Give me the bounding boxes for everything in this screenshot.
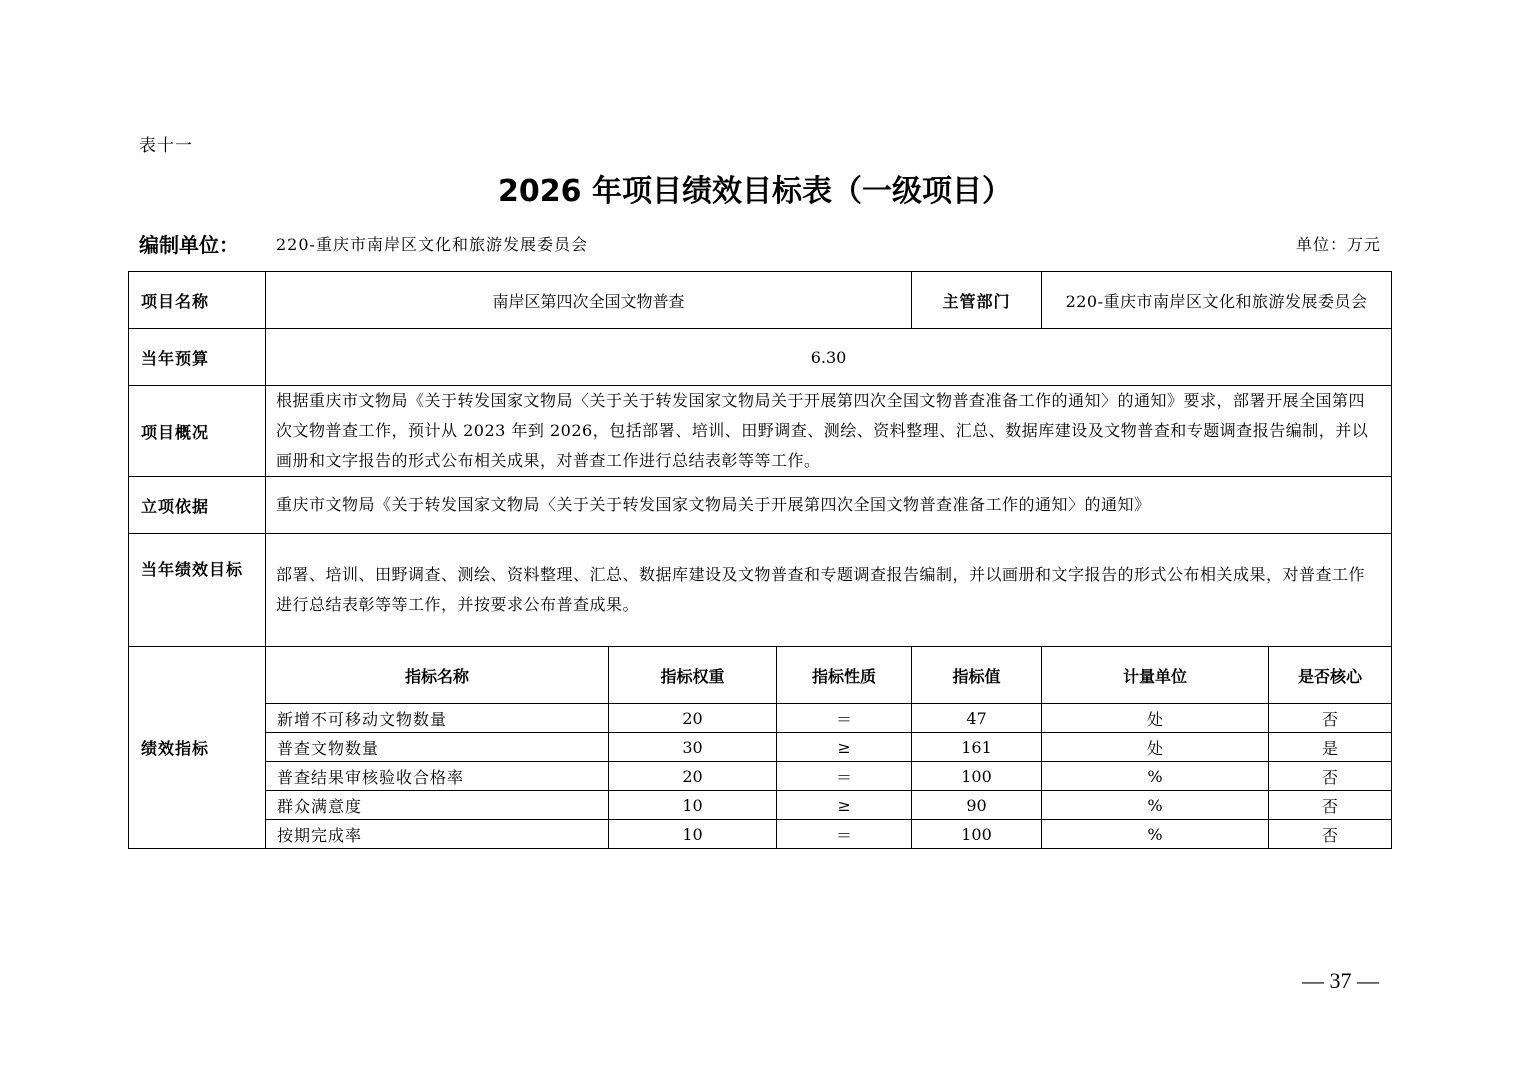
indicator-nature: ≥: [777, 791, 912, 820]
table-row: [129, 733, 1392, 762]
money-unit: 单位：万元: [1295, 235, 1381, 254]
indicator-nature: ≥: [777, 733, 912, 762]
indicator-nature: ＝: [777, 820, 912, 849]
performance-table: [128, 271, 1392, 849]
budget-value: 6.30: [266, 329, 1392, 386]
indicator-core: 否: [1269, 820, 1392, 849]
department-label: 主管部门: [912, 272, 1042, 329]
indicator-core: 是: [1269, 733, 1392, 762]
page-title: 2026 年项目绩效目标表（一级项目）: [498, 174, 1012, 209]
indicator-unit: 处: [1042, 704, 1269, 733]
header-indicator-value: 指标值: [912, 647, 1042, 704]
budget-row: [129, 329, 1392, 386]
basis-label: 立项依据: [129, 477, 266, 534]
indicator-name: 普查文物数量: [266, 733, 609, 762]
header-indicator-weight: 指标权重: [609, 647, 777, 704]
indicator-weight: 10: [609, 791, 777, 820]
compiling-unit-label: 编制单位：: [139, 233, 239, 257]
project-name-value: 南岸区第四次全国文物普查: [266, 272, 912, 329]
goal-label: 当年绩效目标: [129, 534, 266, 647]
indicator-value: 47: [912, 704, 1042, 733]
indicator-name: 按期完成率: [266, 820, 609, 849]
basis-row: [129, 477, 1392, 534]
project-name-row: [129, 272, 1392, 329]
unit-line: [139, 229, 1381, 257]
goal-row: [129, 534, 1392, 647]
table-number: 表十一: [139, 136, 193, 156]
overview-row: [129, 386, 1392, 477]
header-indicator-nature: 指标性质: [777, 647, 912, 704]
indicator-nature: ＝: [777, 704, 912, 733]
indicator-weight: 30: [609, 733, 777, 762]
indicator-name: 群众满意度: [266, 791, 609, 820]
compiling-unit-value: 220-重庆市南岸区文化和旅游发展委员会: [276, 235, 588, 254]
indicator-weight: 10: [609, 820, 777, 849]
indicator-core: 否: [1269, 704, 1392, 733]
overview-label: 项目概况: [129, 386, 266, 477]
budget-label: 当年预算: [129, 329, 266, 386]
indicator-core: 否: [1269, 762, 1392, 791]
indicator-unit: %: [1042, 762, 1269, 791]
table-row: [129, 820, 1392, 849]
overview-value: 根据重庆市文物局《关于转发国家文物局〈关于关于转发国家文物局关于开展第四次全国文物普查准备工作的通知〉的通知》要求，部署开展全国第四次文物普查工作，预计从 2023 年到 2026，包括部署、培训、田野调查、测绘、资料整理、汇总、数据库建设及文物普查和专题调查报告编制，并以画册和文字报告的形式公布相关成果，对普查工作进行总结表彰等等工作。: [266, 386, 1392, 477]
indicator-weight: 20: [609, 704, 777, 733]
header-indicator-name: 指标名称: [266, 647, 609, 704]
indicator-unit: 处: [1042, 733, 1269, 762]
indicator-unit: %: [1042, 791, 1269, 820]
indicator-value: 90: [912, 791, 1042, 820]
indicator-name: 新增不可移动文物数量: [266, 704, 609, 733]
department-value: 220-重庆市南岸区文化和旅游发展委员会: [1042, 272, 1392, 329]
indicator-header-row: [129, 647, 1392, 704]
indicator-value: 100: [912, 762, 1042, 791]
goal-value: 部署、培训、田野调查、测绘、资料整理、汇总、数据库建设及文物普查和专题调查报告编制，并以画册和文字报告的形式公布相关成果，对普查工作进行总结表彰等等工作，并按要求公布普查成果。: [266, 534, 1392, 647]
indicator-core: 否: [1269, 791, 1392, 820]
header-is-core: 是否核心: [1269, 647, 1392, 704]
header-unit: 计量单位: [1042, 647, 1269, 704]
indicators-section-label: 绩效指标: [129, 647, 266, 849]
indicator-weight: 20: [609, 762, 777, 791]
basis-value: 重庆市文物局《关于转发国家文物局〈关于关于转发国家文物局关于开展第四次全国文物普查准备工作的通知〉的通知》: [266, 477, 1392, 534]
indicator-nature: ＝: [777, 762, 912, 791]
page-number: — 37 —: [1302, 968, 1379, 993]
indicator-name: 普查结果审核验收合格率: [266, 762, 609, 791]
indicator-unit: %: [1042, 820, 1269, 849]
table-row: [129, 762, 1392, 791]
project-name-label: 项目名称: [129, 272, 266, 329]
table-row: [129, 704, 1392, 733]
indicator-value: 100: [912, 820, 1042, 849]
table-row: [129, 791, 1392, 820]
indicator-value: 161: [912, 733, 1042, 762]
